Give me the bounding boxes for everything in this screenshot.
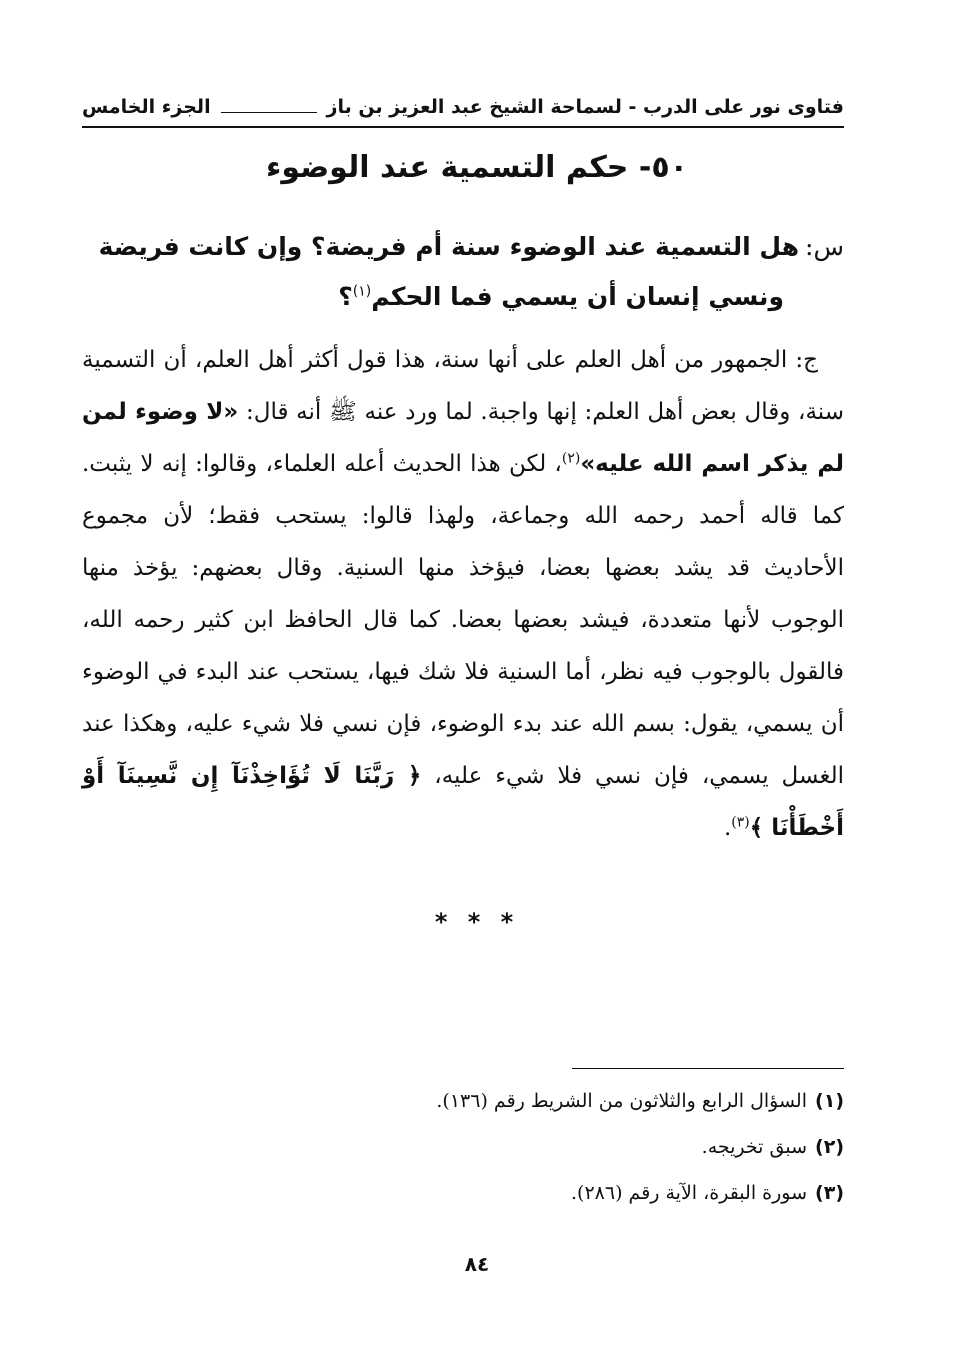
- running-header: [82, 92, 844, 122]
- chapter-title: ٥٠- حكم التسمية عند الوضوء: [266, 150, 688, 185]
- question-line-2: ونسي إنسان أن يسمي فما الحكم: [371, 282, 784, 311]
- answer-text-part-1: الجمهور من أهل العلم على أنها سنة، هذا قول أكثر أهل العلم، أن التسمية سنة، وقال بعض أهل العلم: إنها واجبة. لما ورد عنه ﷺ أنه قال:: [82, 347, 844, 425]
- question-line-2-wrap: [82, 272, 844, 322]
- footnote-number: (٣): [815, 1182, 844, 1204]
- question-marker: س:: [805, 232, 844, 261]
- footnote-item: [82, 1078, 844, 1124]
- footnote-text: السؤال الرابع والثلاثون من الشريط رقم (١٣٦).: [436, 1090, 808, 1112]
- footnotes: [82, 1078, 844, 1216]
- footnote-rule: [572, 1068, 844, 1069]
- hadith-quote: «لا وضوء لمن لم يذكر اسم الله عليه»: [82, 399, 844, 477]
- section-separator: * * *: [434, 908, 520, 936]
- footnote-item: [82, 1170, 844, 1216]
- answer-marker: ج:: [795, 347, 819, 373]
- page-number: ٨٤: [464, 1252, 490, 1276]
- question-line-1: هل التسمية عند الوضوء سنة أم فريضة؟ وإن كانت فريضة: [98, 232, 800, 261]
- answer-end-mark: .: [723, 815, 732, 841]
- question-block: [82, 222, 844, 322]
- footnote-ref-3[interactable]: (٣): [731, 814, 750, 831]
- footnote-ref-1[interactable]: (١): [352, 283, 372, 300]
- footnote-item: [82, 1124, 844, 1170]
- header-divider: [82, 126, 844, 128]
- header-book-title: فتاوى نور على الدرب - لسماحة الشيخ عبد العزيز بن باز: [326, 96, 844, 118]
- footnote-number: (١): [815, 1090, 844, 1112]
- answer-block: [82, 334, 844, 854]
- answer-text-part-2: ، لكن هذا الحديث أعله العلماء، وقالوا: إنه لا يثبت. كما قاله أحمد رحمه الله وجماعة، ولهذا قالوا: يستحب فقط؛ لأن مجموع الأحاديث قد يشد بعضها بعضا، فيؤخذ منها السنية. وقال بعضهم: يؤخذ منها الوجوب لأنها متعددة، فيشد بعضها بعضا. كما قال الحافظ ابن كثير رحمه الله، فالقول بالوجوب فيه نظر، أما السنية فلا شك فيها، يستحب عند البدء في الوضوء أن يسمي، يقول: بسم الله عند بدء الوضوء، فإن نسي فلا شيء عليه، وهكذا عند الغسل يسمي، فإن نسي فلا شيء عليه،: [82, 451, 844, 789]
- footnote-number: (٢): [815, 1136, 844, 1158]
- footnote-ref-2[interactable]: (٢): [561, 450, 581, 467]
- header-dash-rule: [221, 112, 317, 113]
- footnote-text: سبق تخريجه.: [701, 1136, 808, 1158]
- quran-verse: ﴿ رَبَّنَا لَا تُؤَاخِذْنَآ إِن نَّسِينَآ أَوْ أَخْطَأْنَا ﴾: [82, 763, 844, 841]
- header-volume: الجزء الخامس: [82, 96, 211, 118]
- footnote-text: سورة البقرة، الآية رقم (٢٨٦).: [571, 1182, 808, 1204]
- question-end-mark: ؟: [338, 282, 353, 311]
